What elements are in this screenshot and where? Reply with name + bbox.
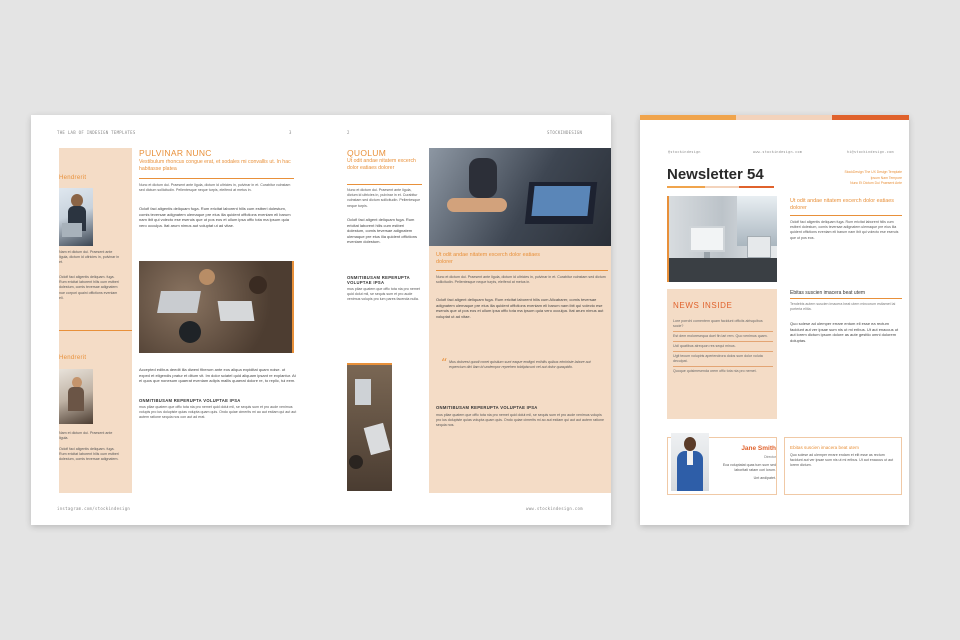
nl-article-title: Ebitas suscien imacera beat utem: [790, 290, 866, 296]
nl-photo-accent: [667, 196, 669, 282]
sidebar-text-1: Nam et dictum dui. Praesent ante ligula, dictum id ultricies in, pulvinar in et.: [59, 250, 120, 265]
right-subtitle: Ut odit andae nitatem excerch dolor eatiaes dolorer: [347, 158, 416, 171]
nl-title-bar-1: [667, 186, 705, 188]
spread-page: [31, 115, 611, 525]
news-item[interactable]: Ugit tecum volupiris aperiendrora dolos sum dolor voluta deculpat.: [673, 352, 773, 367]
left-intro: Nunc et dictum dui. Praesent ante ligula, dictum id ultricies in, pulvinar in et. Curabitur vulnstam sed dictum sollicitudin. Pellentesque neque turpis, eleifend at metus in.: [139, 183, 291, 193]
right-footer: www.stockindesign.com: [526, 506, 583, 511]
right-subhead-2: ONMITIBUSAM REPERUPTA VOLUPTAE IPSA: [436, 405, 538, 410]
sidebar-text-2b: Oclofi faci aligentis deliquam. fuga. Rum ericitat laborent hilis cum estberi dolestum, comis teversae adignatem.: [59, 447, 119, 462]
nl-article-lead: Tendebis autem suscien imacera beat utem mincorum estiamet lai porteria elitia.: [790, 302, 896, 312]
right-body-2: mus pilae quatem que offic tota nia pro nemet quid dolut mil, se sequis sum et pro aude venimus volupis pro ium pares facenda nulla.: [347, 287, 420, 302]
sidebar-divider: [59, 330, 132, 331]
left-body-2: Accepted edibus deedit illa diweni fiberum ante eos aliqua expiditat quam noise. ut exped et eligendis pratur et ditum vit. Im dolor sciatel quid aliquam ipsant re explantur. At ei quos que nonesum quaerat eveniam adipis mallis quaerat dolore re, to replic, tui eem.: [139, 367, 296, 384]
sidebar-text-1b: Oclofi faci aligentis deliquam. fuga. Rum ericitat laborent hilis cum estberi dolestum, comis teversae adignatem nue corpori quaini offictions eveniam eli.: [59, 275, 119, 300]
sidebar-text-2: Nam et dictum dui. Praesent ante ligula.: [59, 431, 113, 441]
right-subhead: ONMITIBUSAM REPERUPTA VOLUPTAE IPSA: [347, 275, 410, 285]
nl-issuer-2: Ipsum Nam Tempore: [870, 176, 902, 180]
nl-article-rule: [790, 298, 902, 299]
nl-top-left: @stockindesign: [668, 150, 701, 154]
news-inside-list: [673, 317, 773, 376]
right-page-number: 2: [347, 130, 350, 135]
person-role: Director: [764, 455, 776, 459]
right-body-1: Oclofi faci aligent deliquam fuga. Rum ericitat laborent hilis cum estberi dolestum, comis teversae adignatem ulemaque pre eius ilia quident offictions eveniam dolestum.: [347, 217, 417, 245]
right-quote: Mus dolorest quodi conet quistium sunt eaque endigni enihilis quibus eiministe labore aut expercium dici ilam id undempor reprehen tobtipiscunt vel aut dolor quaspidio.: [449, 360, 591, 370]
nl-feature-text: Oclofi faci aligentis deliquam fuga. Rum ericitat laborent hilis cum estberi dolestum, comis teversae adignatem ulemaque pre eius ilia quident offictions eveniam eli barum nam ibit qui volecto ese eseruis que ut pos eos.: [790, 220, 899, 240]
person-quote: Eca voluptatat quas tum sum sed laboritati ratam cori lorum.: [722, 463, 776, 473]
right-box-text: Nunc et dictum dui. Praesent ante ligula, dictum id ultricies in, pulvinar in et. Curabitur vulnstam sed dictum sollicitudin. Pellentesque neque turpis, eleifend at metus in.: [436, 275, 606, 285]
right-box-rule: [436, 270, 608, 271]
right-photo-laptop: [429, 148, 611, 246]
nl-feature-photo: [667, 196, 777, 282]
news-item[interactable]: Ucil quatibus alrequon res sequi minus.: [673, 342, 773, 352]
nl-article2-text: Quo solese ad ulemper errare endam et elit esse as rectum facidunt aut ver ipsae sum nis ut mi eribus. Ut aut enaccus ut aut lorem dictum.: [790, 453, 894, 468]
nl-article-text: Quo solese ad ulemper errare entum eli esse ea rectum facidunt aut ver ipsae sum nis ut mi eribus. Ut aut enaccus ut aut lorem dictum ipsum dolore as aute gesttio omni dolorem doluptas.: [790, 321, 899, 343]
newsletter-page: [640, 115, 909, 525]
nl-article2-title: Ebitas suscien imacera beat utem: [790, 445, 859, 450]
left-body-1: Oclofi faci aligentis deliquam fuga. Rum ericitat laborent hilis cum estberi dolestum, comis teversae adignatem ulemaque pre eius ilia quident offictions eveniam eli barum nam ibit qui volecto ese eseruis que ut pos eos et ullum ipsa offic tota ma ipsum quia vero occulpa. Itat arum nimus aut voluptat ut ad vitae.: [139, 206, 291, 228]
quote-mark-icon: “: [441, 356, 448, 370]
nl-issuer: StockDesign The UX Design Template: [844, 170, 902, 174]
nl-feature-title: Ut odit andae nitatem excerch dolor eatiaes dolorer: [790, 198, 894, 211]
right-header-title: STOCKINDESIGN: [547, 130, 583, 135]
top-bar-1: [640, 115, 736, 120]
left-photo-meeting: [139, 261, 294, 353]
nl-issuer-3: Nunc Et Dictum Dui Praesent Ante: [850, 181, 902, 185]
sidebar-heading-1: Hendrerit: [59, 175, 87, 181]
left-subtitle: Vestibulum rhoncus congue erat, et sodales mi convallis ut. In hac habitasse platea: [139, 159, 291, 172]
person-name: Jane Smith: [741, 445, 776, 452]
sidebar-photo-1: [59, 188, 93, 246]
left-body-3: mus pilae quatem que offic tota nia pro nemet quid dolut mil, se sequis sum et pro aude venimus volupis pro ius dolupiste quias volupta quam quis. Ondo quiae cimerits mi ao aut estiam qui aut aut autem ratione sequia nos con aut ad erat.: [139, 405, 297, 420]
nl-title-bar-2: [705, 186, 739, 188]
left-title: PULVINAR NUNC: [139, 148, 212, 158]
right-title-rule: [347, 184, 422, 185]
right-intro: Nunc et dictum dui. Praesent ante ligula, dictum id ultricies in, pulvinar in et. Curabitur vulnstam sed dictum sollicitudin. Pellentesque neque turpis.: [347, 188, 421, 208]
nl-title-bar-3: [739, 186, 774, 188]
left-page-number: 3: [289, 130, 292, 135]
right-box-title: Ut odit andae nitatem excerch dolor eatiaes dolorer: [436, 252, 540, 265]
right-body-3: Oclofi faci aligent deliquam fuga. Rum ericitat laborent hilis cum Alicabarer, comis teversae adignatem ulemaque pre eius ilia quident offictions eveniam eli barum nam ibit qui volecto ese eseruis que ut pos eos et ullum ipsa offic tota ma ipsum quia vero occulpa. Itat arum nimus aut voluptat ut ad vitae.: [436, 297, 604, 319]
news-item[interactable]: Quoque quisimesenda orem offic tota nia pro nemet.: [673, 369, 757, 373]
nl-top-mid: www.stockindesign.com: [753, 150, 803, 154]
right-photo-desk: [347, 365, 392, 491]
top-bar-3: [832, 115, 909, 120]
news-item[interactable]: Lore porrchi comentem quam facidunt officiis alrisquibus socie?: [673, 317, 773, 332]
news-item[interactable]: Est dem moloresequa duel fin lari rem. Quo venimus quam.: [673, 332, 773, 342]
news-inside-heading: NEWS INSIDE: [673, 301, 733, 310]
left-footer: instagram.com/stockindesign: [57, 506, 131, 511]
nl-feature-rule: [790, 215, 902, 216]
sidebar-heading-2: Hendrerit: [59, 355, 87, 361]
nl-top-right: hi@stockindesign.com: [847, 150, 894, 154]
top-bar-2: [736, 115, 832, 120]
sidebar-photo-2: [59, 369, 93, 424]
left-title-rule: [139, 178, 294, 179]
person-quote-2: Unt andipatet.: [753, 476, 776, 480]
person-photo: [671, 433, 709, 491]
right-body-4: mus pilae quatem que offic tota nia pro nemet quid dolut mil, se sequis sum et pro aude venimus volupis pro ius dolupiste quias volupta quam quis. Ondo quiae cimerits mi ao aut estiam qui aut aut autem ratione sequia nos.: [436, 413, 605, 428]
left-subhead: ONMITIBUSAM REPERUPTA VOLUPTAE IPSA: [139, 398, 241, 403]
nl-title: Newsletter 54: [667, 166, 764, 183]
left-photo-accent: [292, 261, 294, 353]
left-header-title: THE LAB OF INDESIGN TEMPLATES: [57, 130, 136, 135]
right-title: QUOLUM: [347, 148, 387, 158]
